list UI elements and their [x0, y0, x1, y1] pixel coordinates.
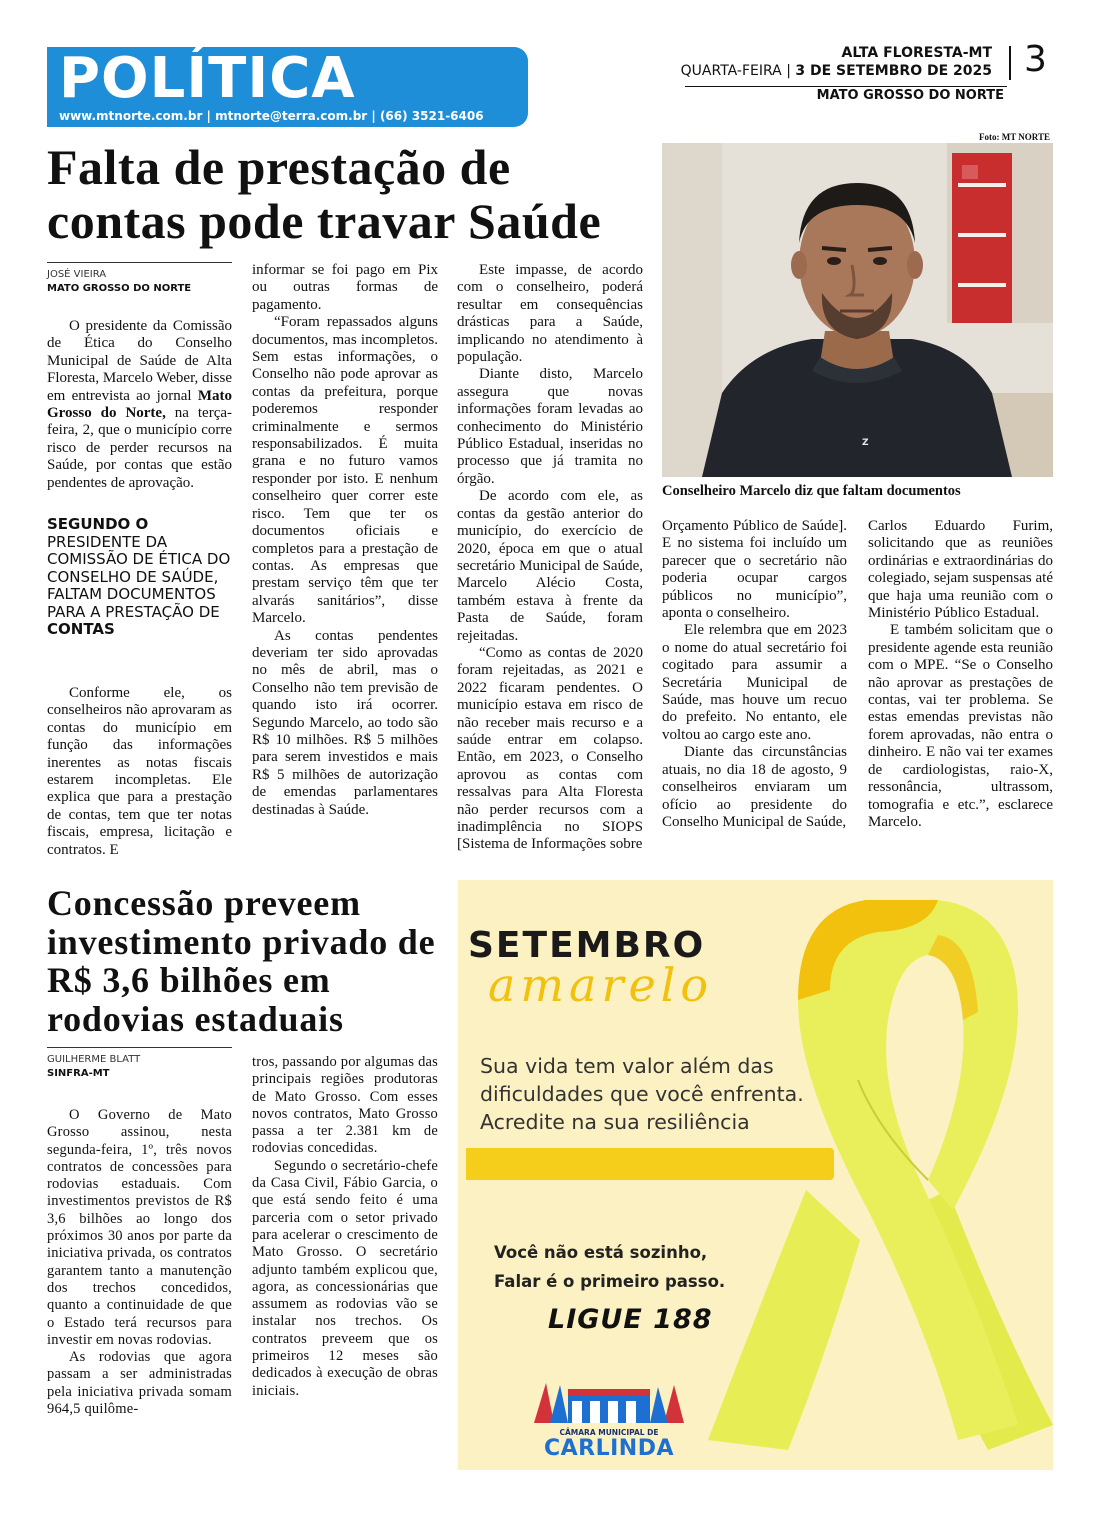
header-rule — [685, 86, 1007, 87]
edition-info — [681, 45, 992, 80]
page-number: 3 — [1024, 39, 1047, 80]
article2-author: GUILHERME BLATT — [47, 1054, 141, 1065]
ad-org-top: CÂMARA MUNICIPAL DE — [559, 1428, 659, 1437]
article2-byline — [47, 1047, 232, 1081]
article2-headline: Concessão preveem investimento privado de R$ 3,6 bilhões em rodovias estaduais — [47, 883, 436, 1039]
article1-column-1b — [47, 685, 232, 859]
ad-support-line2: Falar é o primeiro passo. — [494, 1272, 726, 1291]
ad-call: LIGUE 188 — [548, 1304, 713, 1335]
article2-column-1 — [47, 1107, 232, 1418]
article2-paragraph: Segundo o secretário-chefe da Casa Civil, Fábio Garcia, o que está sendo feito é uma parceria com o setor privado para acelerar o crescimento de Mato Grosso. O secretário adjunto também explicou que, agora, as concessionárias que assumem as rodovias vão se instalar nos trechos. Os contratos preveem que os primeiros 12 meses são dedicados à execução de obras iniciais. — [252, 1157, 438, 1399]
paper-name: MATO GROSSO DO NORTE — [816, 88, 1004, 103]
article1-paragraph: Diante disto, Marcelo assegura que novas informações foram levadas ao conhecimento do Ministério Público Estadual, inseridas no processo que já tramita no órgão. — [457, 366, 643, 487]
svg-text:Z: Z — [862, 438, 869, 448]
ad-support — [494, 1238, 725, 1296]
article1-photo — [662, 143, 1053, 477]
ad-accent-bar — [466, 1148, 834, 1180]
article1-paragraph: E também solicitam que o presidente agende esta reunião com o MPE. “Se o Conselho não aprovar as prestações de contas, vai ter problema. Se estas emendas previstas não forem aprovadas, não entra o dinheiro. E não vai ter exames de cardiologistas, raio-X, ressonância, ultrassom, tomografia e etc.”, esclarece Marcelo. — [868, 622, 1053, 830]
article1-paragraph: Carlos Eduardo Furim, solicitando que as reuniões ordinárias e extraordinárias do colegiado, sejam suspensas até que haja uma reunião com o Ministério Público Estadual. — [868, 518, 1053, 622]
article1-paragraph: informar se foi pago em Pix ou outras formas de pagamento. — [252, 262, 438, 313]
article1-pullquote: SEGUNDO O PRESIDENTE DA COMISSÃO DE ÉTICA DO CONSELHO DE SAÚDE, FALTAM DOCUMENTOS PARA A PRESTAÇÃO DE CONTAS — [47, 515, 231, 638]
article1-byline — [47, 262, 232, 296]
article1-paragraph: De acordo com ele, as contas da gestão anterior do município, do exercício de 2020, época em que o atual secretário Municipal de Saúde, Marcelo Alécio Costa, também estava à frente da Pasta de Saúde, foram rejeitadas. — [457, 488, 643, 644]
article1-paragraph: “Foram repassados alguns documentos, mas incompletos. Sem estas informações, o Conselho não pode aprovar as contas da prefeitura, porque poderemos responder criminalmente e sermos responsabilizados. É muita grana e no futuro vamos responder por isto. E nenhum conselheiro quer correr este risco. Tem que ter os documentos oficiais e completos para a prestação de contas. As empresas que prestam serviço têm que ter alvarás sanitários”, disse Marcelo. — [252, 314, 438, 627]
article1-paragraph: Este impasse, de acordo com o conselheiro, poderá resultar em consequências drásticas para a Saúde, implicando no atendimento à população. — [457, 262, 643, 366]
article1-paragraph: “Como as contas de 2020 foram rejeitadas, as 2021 e 2022 ficaram pendentes. O município estava em risco de não receber mais recurso e a saúde entrar em colapso. Então, em 2023, o Conselho aprovou as contas com ressalvas para Alta Floresta não perder recursos com a inadimplência no SIOPS [Sistema de Informações sobre — [457, 644, 643, 853]
photo-credit: Foto: MT NORTE — [978, 132, 1050, 142]
edition-date — [681, 62, 992, 80]
edition-weekday: QUARTA-FEIRA | — [680, 63, 791, 79]
ad-title: SETEMBRO — [468, 925, 706, 966]
article1-column-1 — [47, 318, 232, 492]
chamber-logo-icon — [528, 1375, 690, 1425]
article1-paragraph: As contas pendentes deveriam ter sido aprovadas no mês de abril, mas o Conselho não tem previsão de quando isto irá ocorrer. Segundo Marcelo, ao todo são R$ 10 milhões. R$ 5 milhões para serem investidos e mais R$ 5 milhões de autorização de emendas parlamentares destinadas à Saúde. — [252, 627, 438, 818]
article1-column-5 — [868, 518, 1053, 831]
header-divider — [1009, 46, 1011, 80]
article1-paragraph: Ele relembra que em 2023 o nome do atual secretário foi cogitado para assumir a Secretária Municipal de Saúde, mas houve um recuo do prefeito. No entanto, ele voltou ao cargo este ano. — [662, 622, 847, 743]
article1-paragraph: Orçamento Público de Saúde]. E no sistema foi incluído um parecer que o secretário não poderia ocupar cargos públicos no município”, aponta o conselheiro. — [662, 518, 847, 622]
article2-paragraph: As rodovias que agora passam a ser administradas pela iniciativa privada somam 964,5 quilôme- — [47, 1349, 232, 1418]
edition-city: ALTA FLORESTA-MT — [841, 45, 992, 61]
article2-paragraph: O Governo de Mato Grosso assinou, nesta segunda-feira, 1º, três novos contratos de concessões para rodovias estaduais. Com investimentos previstos de R$ 3,6 bilhões ao longo dos próximos 30 anos por parte da iniciativa privada, os contratos garantem tanto a manutenção dos trechos concedidos, quanto a continuidade de que o Estado terá recursos para investir em novas rodovias. — [47, 1107, 232, 1348]
ad-message: Sua vida tem valor além das dificuldades que você enfrenta. Acredite na sua resiliência — [480, 1054, 804, 1134]
section-banner — [47, 47, 528, 127]
article1-source: MATO GROSSO DO NORTE — [47, 283, 192, 294]
portrait-illustration — [662, 143, 1053, 477]
article2-source: SINFRA-MT — [47, 1068, 110, 1079]
article1-headline: Falta de prestação de contas pode travar Saúde — [47, 139, 602, 249]
article1-author: JOSÉ VIEIRA — [47, 269, 107, 280]
article1-paragraph: Diante das circunstâncias atuais, no dia 18 de agosto, 9 conselheiros enviaram um ofício ao presidente do Conselho Municipal de Saúde, — [662, 744, 847, 830]
section-contacts: www.mtnorte.com.br | mtnorte@terra.com.br | (66) 3521-6406 — [59, 109, 484, 123]
article1-paragraph: Conforme ele, os conselheiros não aprovaram as contas do município em função das informações inerentes as notas fiscais estarem incompletas. Ele explica que para a prestação de contas, tem que ter notas fiscais, empresa, licitação e contratos. E — [47, 685, 232, 858]
ad-org: CARLINDA — [543, 1436, 675, 1461]
photo-caption: Conselheiro Marcelo diz que faltam documentos — [662, 483, 961, 499]
article1-paragraph: O presidente da Comissão de Ética do Conselho Municipal de Saúde de Alta Floresta, Marcelo Weber, disse em entrevista ao jornal Mato Grosso do Norte, na terça-feira, 2, que o município corre risco de perder recursos na Saúde, por contas que estão pendentes de aprovação. — [47, 318, 232, 491]
setembro-amarelo-ad — [458, 880, 1053, 1470]
article2-column-2 — [252, 1054, 438, 1400]
article1-column-2 — [252, 262, 438, 819]
ad-script-title: amarelo — [488, 958, 714, 1012]
article2-paragraph: tros, passando por algumas das principais regiões produtoras de Mato Grosso. Com esses novos contratos, Mato Grosso passa a ter 2.381 km de rodovias concedidas. — [252, 1054, 439, 1157]
ad-support-line1: Você não está sozinho, — [494, 1243, 708, 1262]
article1-column-3 — [457, 262, 643, 854]
edition-date-value: 3 DE SETEMBRO DE 2025 — [795, 63, 992, 79]
article1-column-4 — [662, 518, 847, 831]
section-title: POLÍTICA — [59, 46, 356, 111]
